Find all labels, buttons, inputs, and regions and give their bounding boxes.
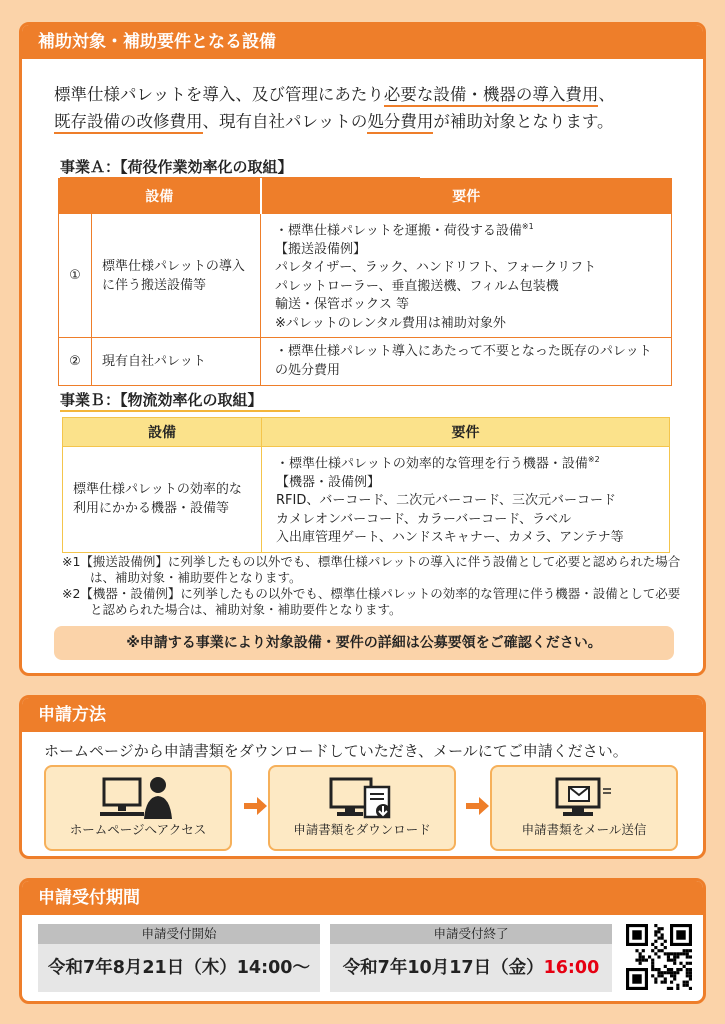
column-header: 要件 [261, 179, 672, 214]
project-b-table [62, 417, 670, 553]
table-row [59, 338, 672, 386]
email-monitor-icon [549, 775, 619, 821]
underlined-phrase: 処分費用 [367, 112, 433, 134]
underlined-phrase: 必要な設備・機器の導入費用 [384, 85, 599, 107]
step-label: 申請書類をダウンロード [293, 822, 431, 837]
document-download-icon [327, 775, 397, 821]
end-time: 16:00 [543, 958, 600, 978]
intro-text: 標準仕様パレットを導入、及び管理にあたり必要な設備・機器の導入費用、 既存設備の改修費用、現有自社パレットの処分費用が補助対象となります。 [54, 81, 694, 135]
requirement-cell: ・標準仕様パレットの効率的な管理を行う機器・設備$^{※2}$ 【機器・設備例】 RFID、バーコード、二次元バーコード、三次元バーコード カメレオンバーコード、カラーバーコード、ラベル 入出庫管理ゲート、ハンドスキャナー、カメラ、アンテナ等 [262, 447, 670, 553]
column-header: 設備 [63, 418, 262, 447]
application-method-section [19, 695, 706, 859]
period-start-label: 申請受付開始 [38, 924, 320, 944]
step-label: ホームページへアクセス [69, 822, 207, 837]
requirement-cell: ・標準仕様パレットを運搬・荷役する設備$^{※1}$ 【搬送設備例】 パレタイザー、ラック、ハンドリフト、フォークリフト パレットローラー、垂直搬送機、フィルム包装機 輸送・保管ボックス 等 ※パレットのレンタル費用は補助対象外 [261, 214, 672, 338]
section-title: 補助対象・補助要件となる設備 [22, 25, 703, 59]
arrow-right-icon [466, 794, 490, 818]
footnote: ※1【搬送設備例】に列挙したもの以外でも、標準仕様パレットの導入に伴う設備として必要と認められた場合は、補助対象・補助要件となります。 [62, 554, 681, 585]
step-label: 申請書類をメール送信 [521, 822, 647, 837]
project-a-table [58, 178, 672, 386]
qr-code-icon[interactable] [626, 924, 692, 990]
row-number: ② [59, 338, 92, 386]
footnotes [62, 554, 682, 618]
underlined-phrase: 既存設備の改修費用 [54, 112, 203, 134]
computer-user-icon [98, 775, 178, 821]
row-number: ① [59, 214, 92, 338]
project-b-title: 事業Ｂ：【物流効率化の取組】 [60, 389, 300, 412]
column-header: 設備 [59, 179, 261, 214]
column-header: 要件 [262, 418, 670, 447]
section-title: 申請受付期間 [22, 881, 703, 915]
period-end-value: 令和7年10月17日（金）16:00 [330, 944, 612, 992]
equipment-cell: 標準仕様パレットの効率的な利用にかかる機器・設備等 [63, 447, 262, 553]
arrow-right-icon [244, 794, 268, 818]
equipment-cell: 現有自社パレット [92, 338, 261, 386]
period-end-label: 申請受付終了 [330, 924, 612, 944]
requirement-cell: ・標準仕様パレット導入にあたって不要となった既存のパレットの処分費用 [261, 338, 672, 386]
step-email-documents [490, 765, 678, 851]
step-download-documents [268, 765, 456, 851]
application-instructions: ホームページから申請書類をダウンロードしていただき、メールにてご申請ください。 [44, 742, 628, 760]
eligible-equipment-section [19, 22, 706, 676]
section-title: 申請方法 [22, 698, 703, 732]
table-row [59, 214, 672, 338]
equipment-cell: 標準仕様パレットの導入に伴う搬送設備等 [92, 214, 261, 338]
step-access-homepage [44, 765, 232, 851]
period-start-value: 令和7年8月21日（木）14:00〜 [38, 944, 320, 992]
period-start [38, 924, 320, 992]
application-period-section [19, 878, 706, 1004]
project-a-title: 事業Ａ：【荷役作業効率化の取組】 [60, 156, 420, 179]
period-end [330, 924, 612, 992]
footnote: ※2【機器・設備例】に列挙したもの以外でも、標準仕様パレットの効率的な管理に伴う機器・設備として必要と認められた場合は、補助対象・補助要件となります。 [62, 586, 681, 617]
notice-banner: ※申請する事業により対象設備・要件の詳細は公募要領をご確認ください。 [54, 626, 674, 660]
table-row [63, 447, 670, 553]
